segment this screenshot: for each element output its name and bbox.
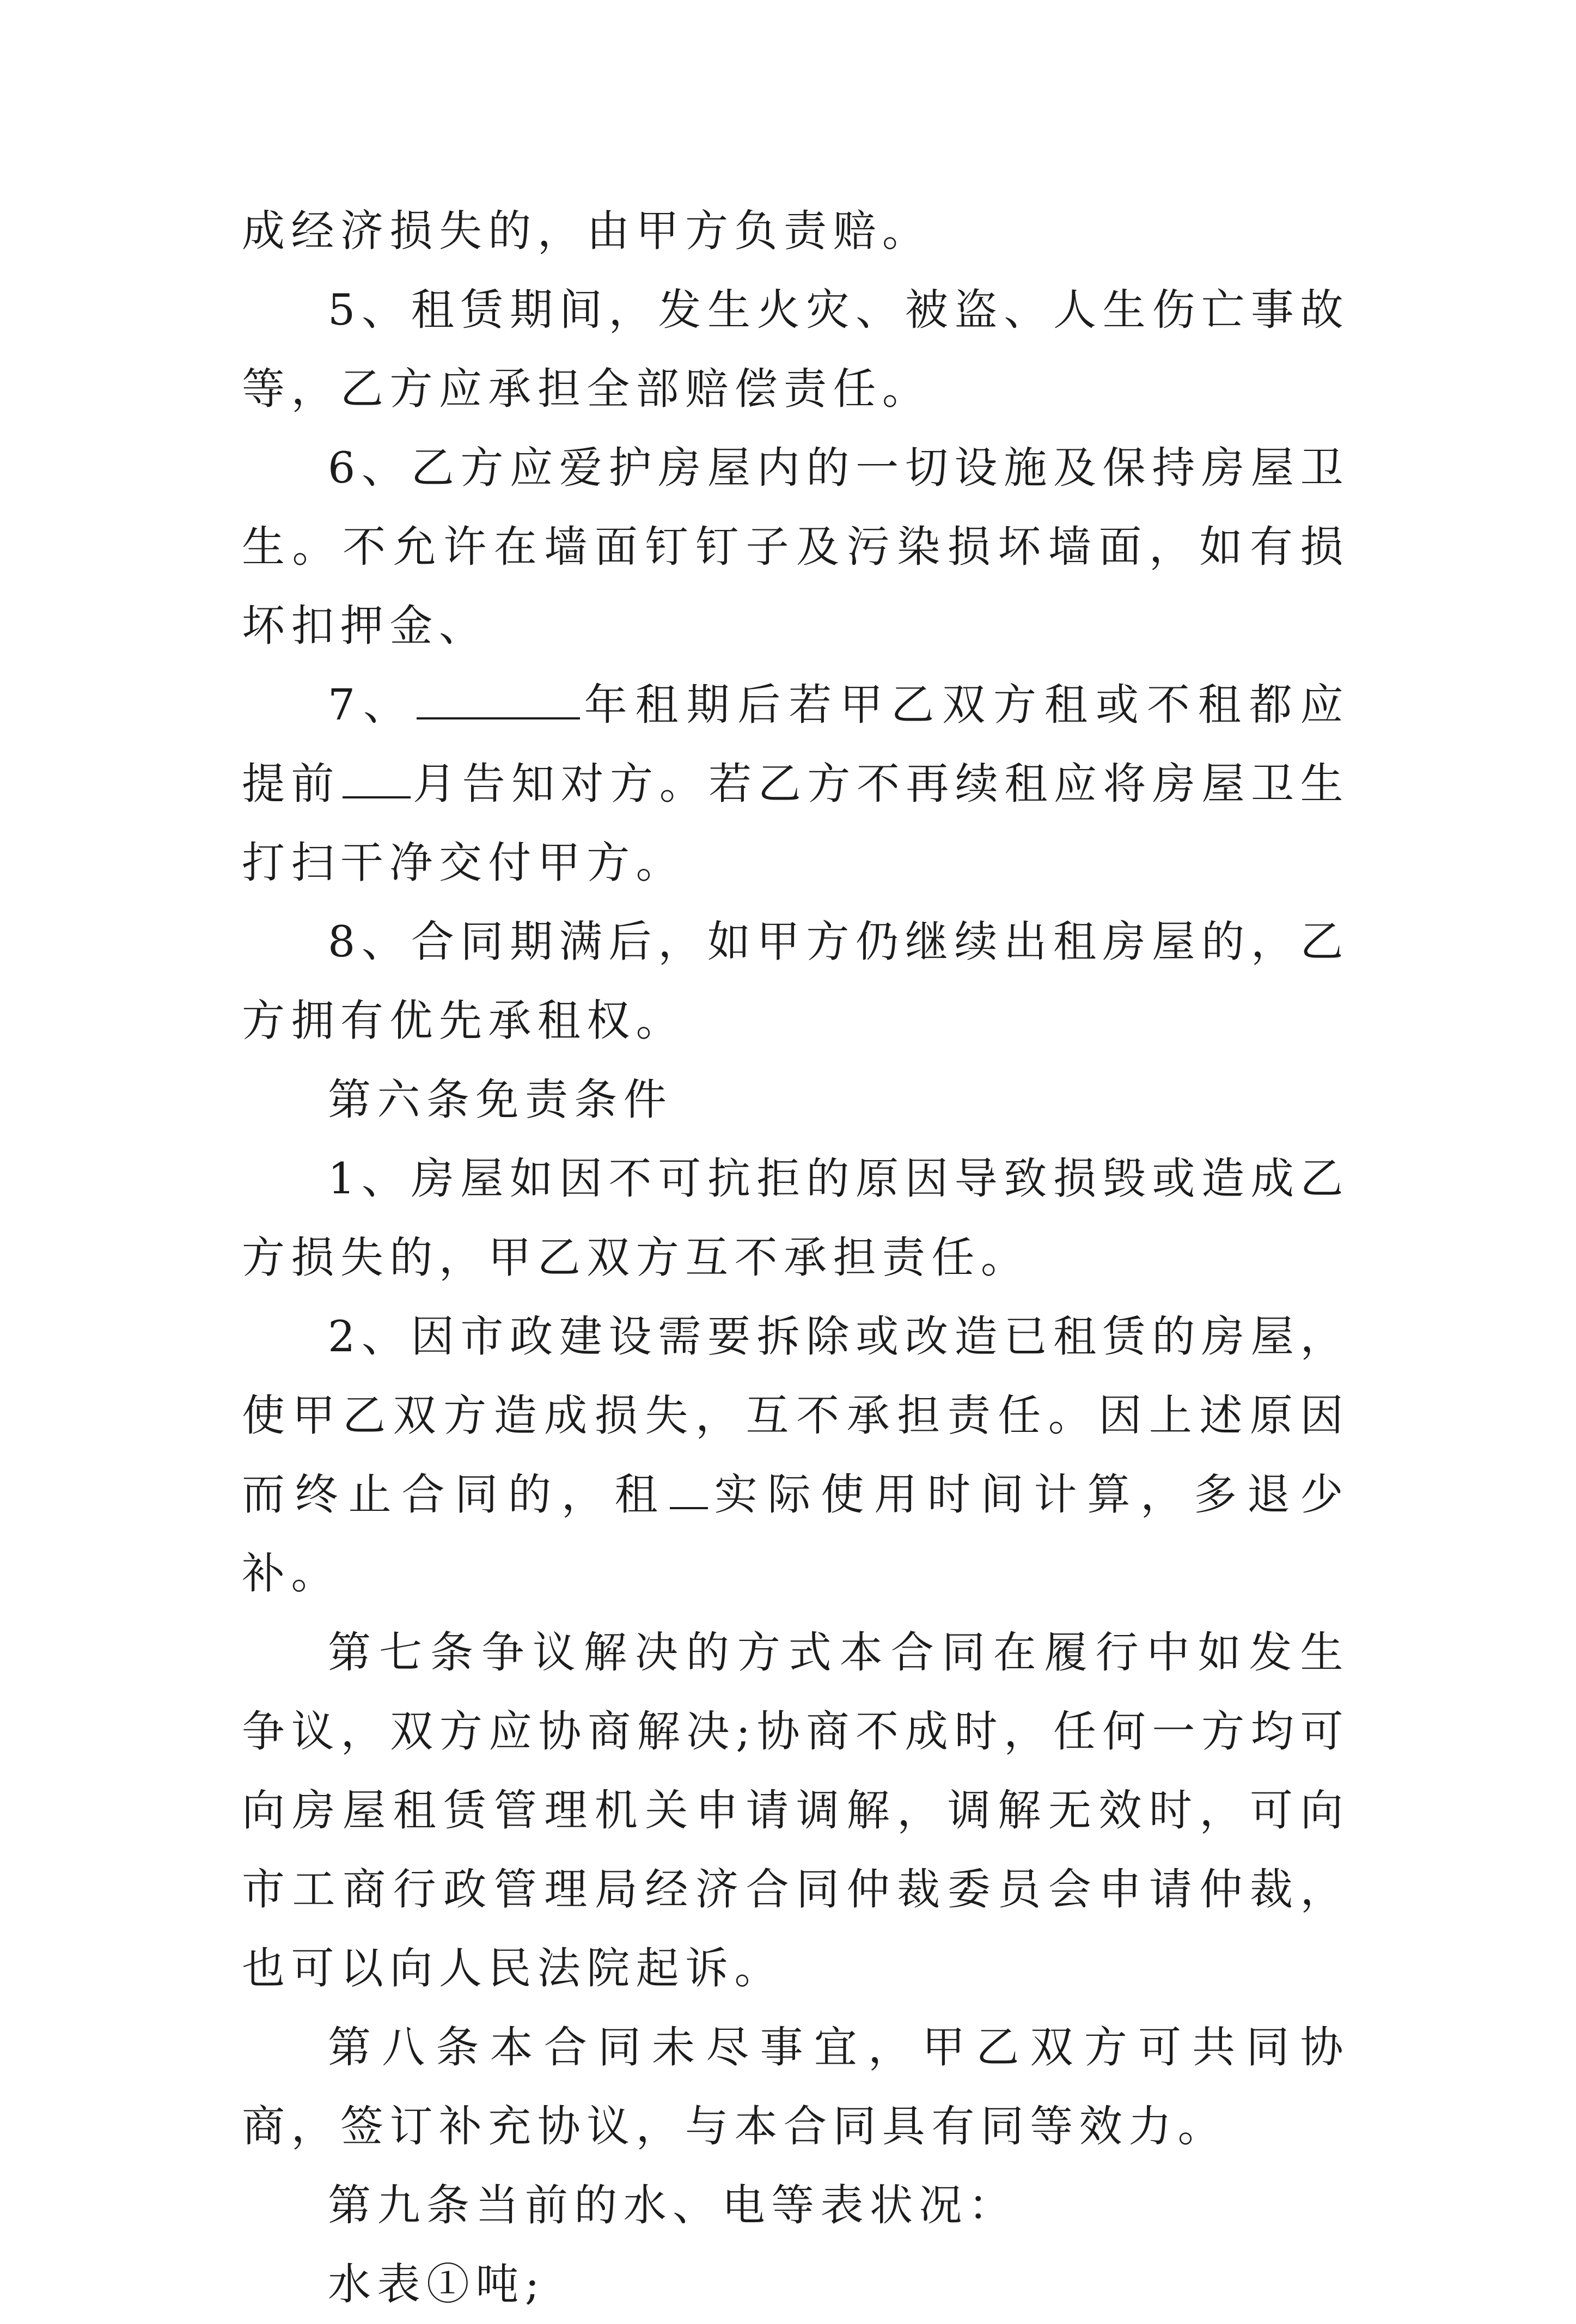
clause-7-text-middle: 年租期后若甲乙双方租或不租都应提前 bbox=[242, 680, 1349, 809]
paragraph-clause-5-accidents: 5、租赁期间，发生火灾、被盗、人生伤亡事故等，乙方应承担全部赔偿责任。 bbox=[242, 285, 1349, 414]
paragraph-clause-6-maintenance: 6、乙方应爱护房屋内的一切设施及保持房屋卫生。不允许在墙面钉钉子及污染损坏墙面，如有损坏扣押金、 bbox=[242, 443, 1349, 651]
exemption-2-text-start: 2、因市政建设需要拆除或改造已租赁的房屋，使甲乙双方造成损失，互不承担责任。因上述原因而终止合同的，租 bbox=[242, 1312, 1349, 1520]
document-body bbox=[242, 192, 1349, 2324]
paragraph-article-7-dispute: 第七条争议解决的方式本合同在履行中如发生争议，双方应协商解决;协商不成时，任何一方均可向房屋租赁管理机关申请调解，调解无效时，可向市工商行政管理局经济合同仲裁委员会申请仲裁，也可以向人民法院起诉。 bbox=[242, 1627, 1349, 1993]
paragraph-exemption-1-force-majeure: 1、房屋如因不可抗拒的原因导致损毁或造成乙方损失的，甲乙双方互不承担责任。 bbox=[242, 1154, 1349, 1283]
heading-article-9-meters: 第九条当前的水、电等表状况： bbox=[328, 2180, 1018, 2230]
paragraph-clause-8-priority: 8、合同期满后，如甲方仍继续出租房屋的，乙方拥有优先承租权。 bbox=[242, 917, 1349, 1046]
blank-notice-months bbox=[343, 758, 411, 798]
paragraph-clause-7-renewal-notice bbox=[242, 666, 1349, 902]
clause-7-text-end: 月告知对方。若乙方不再续租应将房屋卫生打扫干净交付甲方。 bbox=[242, 759, 1349, 888]
paragraph-article-8-supplement: 第八条本合同未尽事宜，甲乙双方可共同协商，签订补充协议，与本合同具有同等效力。 bbox=[242, 2022, 1349, 2151]
exemption-2-text-end: 实际使用时间计算，多退少补。 bbox=[242, 1469, 1350, 1599]
paragraph-water-meter: 水表①吨; bbox=[328, 2259, 546, 2309]
blank-rent-term bbox=[670, 1468, 708, 1509]
paragraph-damage-liability-end: 成经济损失的，由甲方负责赔。 bbox=[242, 206, 932, 256]
clause-7-number: 7、 bbox=[328, 680, 415, 730]
heading-article-6-exemption: 第六条免责条件 bbox=[328, 1075, 673, 1125]
blank-rental-years bbox=[417, 679, 580, 719]
paragraph-exemption-2-municipal bbox=[242, 1297, 1349, 1613]
